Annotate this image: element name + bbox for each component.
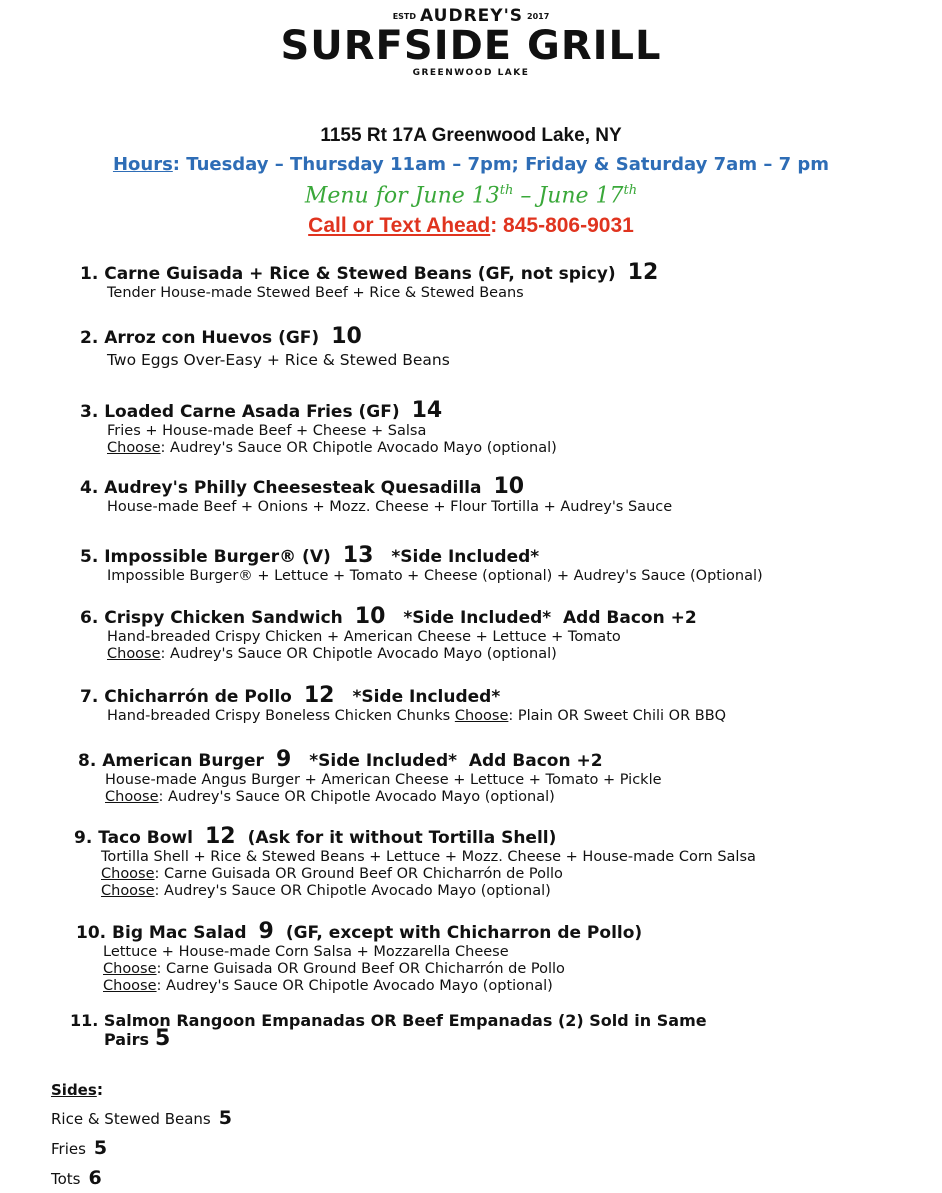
logo-main-name: SURFSIDE GRILL: [280, 23, 662, 69]
choice-text: : Plain OR Sweet Chili OR BBQ: [508, 708, 727, 724]
item-description: House-made Angus Burger + American Cheese + Lettuce + Tomato + Pickle: [105, 772, 662, 788]
description-text: Hand-breaded Crispy Boneless Chicken Chunks: [107, 708, 455, 724]
choice-text: : Audrey's Sauce OR Chipotle Avocado Mayo (optional): [154, 883, 551, 899]
menu-dates: [0, 183, 942, 208]
menu-dates-sup1: th: [499, 183, 514, 198]
item-price: 5: [155, 1026, 171, 1051]
menu-item: [74, 826, 756, 900]
menu-dates-prefix: Menu for June 13: [304, 183, 500, 209]
item-number: 1.: [80, 264, 99, 284]
menu-item: [80, 606, 697, 663]
choose-label: Choose: [103, 978, 157, 994]
item-choice: [74, 883, 756, 900]
logo-location: GREENWOOD LAKE: [412, 68, 530, 78]
item-name: Audrey's Philly Cheesesteak Quesadilla: [104, 478, 482, 498]
menu-dates-sup2: th: [623, 183, 638, 198]
logo-estd: ESTD: [392, 11, 417, 21]
choose-label: Choose: [103, 961, 157, 977]
item-price: 12: [204, 824, 236, 849]
item-name: Crispy Chicken Sandwich: [104, 608, 343, 628]
menu-item: [80, 476, 672, 516]
item-description: [80, 708, 726, 725]
item-price: 10: [354, 604, 386, 629]
item-name: Chicharrón de Pollo: [104, 687, 292, 707]
item-name-continued: Pairs: [104, 1030, 149, 1049]
call-label: Call or Text Ahead: [308, 214, 491, 237]
sides-section: [51, 1080, 232, 1189]
item-price: 14: [411, 398, 443, 423]
item-name: Carne Guisada + Rice & Stewed Beans (GF, not spicy): [104, 264, 616, 284]
item-extra: *Side Included*: [352, 687, 501, 707]
item-number: 5.: [80, 547, 99, 567]
item-number: 11.: [70, 1011, 99, 1030]
item-name: Salmon Rangoon Empanadas OR Beef Empanadas (2) Sold in Same: [103, 1011, 707, 1030]
item-name: Loaded Carne Asada Fries (GF): [104, 402, 400, 422]
sides-heading-line: [51, 1080, 232, 1099]
choose-label: Choose: [454, 708, 509, 724]
menu-item: [80, 685, 726, 725]
item-number: 6.: [80, 608, 99, 628]
item-number: 2.: [80, 328, 99, 348]
side-name: Fries: [51, 1140, 86, 1158]
logo-year: 2017: [527, 11, 550, 21]
choice-text: : Audrey's Sauce OR Chipotle Avocado Mayo (optional): [160, 646, 557, 662]
sides-colon: :: [96, 1080, 104, 1099]
menu-item: [78, 749, 662, 806]
item-price: 12: [303, 683, 335, 708]
address: 1155 Rt 17A Greenwood Lake, NY: [320, 125, 622, 146]
menu-item: [80, 400, 557, 457]
menu-item: [76, 921, 642, 995]
item-number: 10.: [76, 923, 107, 943]
item-number: 7.: [80, 687, 99, 707]
item-choice: [76, 961, 642, 978]
choice-text: : Carne Guisada OR Ground Beef OR Chicharrón de Pollo: [156, 961, 565, 977]
item-description: Impossible Burger® + Lettuce + Tomato + Cheese (optional) + Audrey's Sauce (Optional): [107, 568, 763, 584]
choice-text: : Audrey's Sauce OR Chipotle Avocado Mayo (optional): [160, 440, 557, 456]
call-phone: : 845-806-9031: [490, 214, 634, 237]
call-ahead: [0, 214, 942, 238]
choose-label: Choose: [101, 866, 155, 882]
item-number: 4.: [80, 478, 99, 498]
logo-audreys: AUDREY'S: [420, 6, 524, 26]
item-extra: *Side Included*: [391, 547, 540, 567]
item-extra: (Ask for it without Tortilla Shell): [247, 828, 557, 848]
item-extra: (GF, except with Chicharron de Pollo): [285, 923, 643, 943]
choose-label: Choose: [105, 789, 159, 805]
item-choice: [80, 440, 557, 457]
side-item: [51, 1137, 232, 1159]
item-choice: [78, 789, 662, 806]
item-extra: *Side Included* Add Bacon +2: [309, 751, 603, 771]
hours-text: : Tuesday – Thursday 11am – 7pm; Friday & Saturday 7am – 7 pm: [172, 154, 830, 175]
menu-item: [80, 545, 763, 585]
item-price: 12: [627, 260, 659, 285]
choose-label: Choose: [107, 646, 161, 662]
item-choice: [74, 866, 756, 883]
choose-label: Choose: [107, 440, 161, 456]
item-description: Fries + House-made Beef + Cheese + Salsa: [107, 423, 427, 439]
item-description: Tender House-made Stewed Beef + Rice & Stewed Beans: [107, 285, 524, 301]
choose-label: Choose: [101, 883, 155, 899]
item-name: Taco Bowl: [98, 828, 193, 848]
item-price: 13: [342, 543, 374, 568]
item-name: American Burger: [102, 751, 264, 771]
item-price: 10: [331, 324, 362, 349]
menu-item: [80, 326, 450, 371]
item-name: Big Mac Salad: [112, 923, 247, 943]
side-name: Rice & Stewed Beans: [51, 1110, 211, 1128]
restaurant-logo: [0, 6, 942, 78]
side-price: 5: [218, 1107, 232, 1129]
choice-text: : Audrey's Sauce OR Chipotle Avocado Mayo (optional): [158, 789, 555, 805]
item-number: 3.: [80, 402, 99, 422]
item-description: Tortilla Shell + Rice & Stewed Beans + Lettuce + Mozz. Cheese + House-made Corn Salsa: [101, 849, 756, 865]
menu-item: [70, 1012, 707, 1049]
choice-text: : Carne Guisada OR Ground Beef OR Chicharrón de Pollo: [154, 866, 563, 882]
item-price: 10: [493, 474, 525, 499]
item-description: Lettuce + House-made Corn Salsa + Mozzarella Cheese: [103, 944, 509, 960]
choice-text: : Audrey's Sauce OR Chipotle Avocado Mayo (optional): [156, 978, 553, 994]
item-name: Impossible Burger® (V): [104, 547, 331, 567]
item-price: 9: [258, 919, 274, 944]
item-description: House-made Beef + Onions + Mozz. Cheese + Flour Tortilla + Audrey's Sauce: [107, 499, 673, 515]
side-item: [51, 1167, 232, 1189]
item-number: 8.: [78, 751, 97, 771]
item-name: Arroz con Huevos (GF): [104, 328, 320, 348]
side-item: [51, 1107, 232, 1129]
item-extra: *Side Included* Add Bacon +2: [403, 608, 697, 628]
side-price: 5: [93, 1137, 108, 1159]
side-name: Tots: [51, 1170, 81, 1188]
side-price: 6: [88, 1167, 102, 1189]
hours-label: Hours: [112, 154, 173, 175]
item-choice: [76, 978, 642, 995]
item-description: Two Eggs Over-Easy + Rice & Stewed Beans: [107, 351, 450, 369]
menu-dates-middle: – June 17: [513, 183, 624, 209]
item-price: 9: [275, 747, 292, 772]
item-description: Hand-breaded Crispy Chicken + American Cheese + Lettuce + Tomato: [107, 629, 621, 645]
menu-item: [80, 262, 670, 302]
sides-heading: Sides: [51, 1081, 97, 1099]
item-choice: [80, 646, 697, 663]
hours-line: [0, 154, 942, 175]
item-number: 9.: [74, 828, 93, 848]
